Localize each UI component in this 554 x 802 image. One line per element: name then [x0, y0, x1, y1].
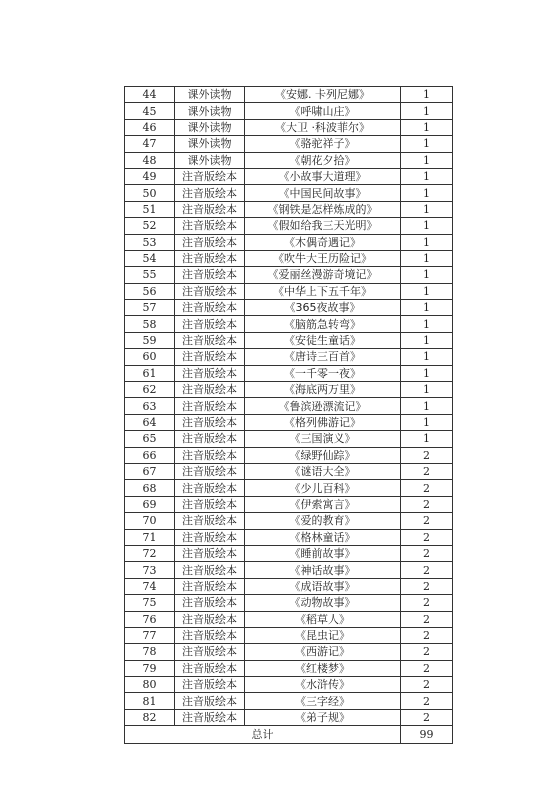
table-row — [125, 709, 453, 725]
quantity-cell: 1 — [401, 119, 453, 135]
row-number-cell: 63 — [125, 398, 175, 414]
row-number-cell: 60 — [125, 349, 175, 365]
category-cell: 注音版绘本 — [175, 693, 245, 709]
category-cell: 注音版绘本 — [175, 398, 245, 414]
title-cell: 《爱的教育》 — [245, 513, 401, 529]
quantity-cell: 2 — [401, 529, 453, 545]
category-cell: 注音版绘本 — [175, 382, 245, 398]
row-number-cell: 71 — [125, 529, 175, 545]
quantity-cell: 2 — [401, 660, 453, 676]
title-cell: 《爱丽丝漫游奇境记》 — [245, 267, 401, 283]
table-row — [125, 627, 453, 643]
total-label: 总计 — [125, 726, 401, 744]
row-number-cell: 48 — [125, 152, 175, 168]
title-cell: 《格林童话》 — [245, 529, 401, 545]
table-row — [125, 480, 453, 496]
row-number-cell: 47 — [125, 136, 175, 152]
table-row — [125, 447, 453, 463]
row-number-cell: 54 — [125, 250, 175, 266]
quantity-cell: 2 — [401, 595, 453, 611]
table-row — [125, 693, 453, 709]
quantity-cell: 2 — [401, 611, 453, 627]
category-cell: 注音版绘本 — [175, 562, 245, 578]
quantity-cell: 1 — [401, 414, 453, 430]
table-row — [125, 414, 453, 430]
title-cell: 《中国民间故事》 — [245, 185, 401, 201]
table-row — [125, 562, 453, 578]
quantity-cell: 1 — [401, 234, 453, 250]
category-cell: 课外读物 — [175, 87, 245, 103]
row-number-cell: 52 — [125, 218, 175, 234]
row-number-cell: 50 — [125, 185, 175, 201]
title-cell: 《红楼梦》 — [245, 660, 401, 676]
quantity-cell: 1 — [401, 365, 453, 381]
table-row — [125, 250, 453, 266]
row-number-cell: 58 — [125, 316, 175, 332]
table-row — [125, 349, 453, 365]
category-cell: 注音版绘本 — [175, 431, 245, 447]
quantity-cell: 1 — [401, 168, 453, 184]
row-number-cell: 65 — [125, 431, 175, 447]
row-number-cell: 79 — [125, 660, 175, 676]
category-cell: 注音版绘本 — [175, 660, 245, 676]
title-cell: 《鲁滨逊漂流记》 — [245, 398, 401, 414]
row-number-cell: 74 — [125, 578, 175, 594]
category-cell: 课外读物 — [175, 119, 245, 135]
quantity-cell: 2 — [401, 693, 453, 709]
row-number-cell: 61 — [125, 365, 175, 381]
title-cell: 《钢铁是怎样炼成的》 — [245, 201, 401, 217]
quantity-cell: 2 — [401, 562, 453, 578]
quantity-cell: 1 — [401, 250, 453, 266]
category-cell: 注音版绘本 — [175, 480, 245, 496]
category-cell: 注音版绘本 — [175, 218, 245, 234]
title-cell: 《伊索寓言》 — [245, 496, 401, 512]
table-row — [125, 644, 453, 660]
title-cell: 《绿野仙踪》 — [245, 447, 401, 463]
title-cell: 《365夜故事》 — [245, 300, 401, 316]
table-row — [125, 136, 453, 152]
table-row — [125, 595, 453, 611]
table-row — [125, 365, 453, 381]
category-cell: 注音版绘本 — [175, 365, 245, 381]
quantity-cell: 1 — [401, 103, 453, 119]
title-cell: 《中华上下五千年》 — [245, 283, 401, 299]
quantity-cell: 2 — [401, 496, 453, 512]
title-cell: 《呼啸山庄》 — [245, 103, 401, 119]
table-row — [125, 267, 453, 283]
category-cell: 注音版绘本 — [175, 201, 245, 217]
quantity-cell: 2 — [401, 644, 453, 660]
table-row — [125, 398, 453, 414]
table-row — [125, 578, 453, 594]
row-number-cell: 49 — [125, 168, 175, 184]
title-cell: 《稻草人》 — [245, 611, 401, 627]
title-cell: 《少儿百科》 — [245, 480, 401, 496]
quantity-cell: 2 — [401, 709, 453, 725]
table-row — [125, 300, 453, 316]
title-cell: 《西游记》 — [245, 644, 401, 660]
title-cell: 《唐诗三百首》 — [245, 349, 401, 365]
row-number-cell: 76 — [125, 611, 175, 627]
quantity-cell: 2 — [401, 447, 453, 463]
row-number-cell: 46 — [125, 119, 175, 135]
total-value: 99 — [401, 726, 453, 744]
table-row — [125, 283, 453, 299]
category-cell: 注音版绘本 — [175, 316, 245, 332]
quantity-cell: 1 — [401, 300, 453, 316]
title-cell: 《安娜. 卡列尼娜》 — [245, 87, 401, 103]
table-row — [125, 103, 453, 119]
category-cell: 注音版绘本 — [175, 611, 245, 627]
table-row — [125, 496, 453, 512]
category-cell: 课外读物 — [175, 103, 245, 119]
row-number-cell: 64 — [125, 414, 175, 430]
table-row — [125, 545, 453, 561]
table-row — [125, 529, 453, 545]
row-number-cell: 69 — [125, 496, 175, 512]
quantity-cell: 1 — [401, 267, 453, 283]
row-number-cell: 53 — [125, 234, 175, 250]
title-cell: 《三国演义》 — [245, 431, 401, 447]
row-number-cell: 80 — [125, 677, 175, 693]
quantity-cell: 1 — [401, 185, 453, 201]
table-row — [125, 382, 453, 398]
title-cell: 《水浒传》 — [245, 677, 401, 693]
table-row — [125, 201, 453, 217]
row-number-cell: 59 — [125, 332, 175, 348]
title-cell: 《海底两万里》 — [245, 382, 401, 398]
category-cell: 注音版绘本 — [175, 677, 245, 693]
quantity-cell: 2 — [401, 545, 453, 561]
quantity-cell: 1 — [401, 87, 453, 103]
row-number-cell: 44 — [125, 87, 175, 103]
quantity-cell: 1 — [401, 316, 453, 332]
table-row — [125, 431, 453, 447]
category-cell: 注音版绘本 — [175, 185, 245, 201]
row-number-cell: 45 — [125, 103, 175, 119]
title-cell: 《骆驼祥子》 — [245, 136, 401, 152]
category-cell: 注音版绘本 — [175, 300, 245, 316]
row-number-cell: 78 — [125, 644, 175, 660]
title-cell: 《小故事大道理》 — [245, 168, 401, 184]
category-cell: 课外读物 — [175, 152, 245, 168]
quantity-cell: 2 — [401, 627, 453, 643]
quantity-cell: 1 — [401, 431, 453, 447]
title-cell: 《成语故事》 — [245, 578, 401, 594]
category-cell: 注音版绘本 — [175, 529, 245, 545]
category-cell: 注音版绘本 — [175, 709, 245, 725]
category-cell: 注音版绘本 — [175, 283, 245, 299]
title-cell: 《一千零一夜》 — [245, 365, 401, 381]
category-cell: 注音版绘本 — [175, 463, 245, 479]
row-number-cell: 51 — [125, 201, 175, 217]
row-number-cell: 68 — [125, 480, 175, 496]
quantity-cell: 2 — [401, 578, 453, 594]
row-number-cell: 62 — [125, 382, 175, 398]
title-cell: 《格列佛游记》 — [245, 414, 401, 430]
table-row — [125, 660, 453, 676]
table-row — [125, 152, 453, 168]
quantity-cell: 1 — [401, 152, 453, 168]
title-cell: 《安徒生童话》 — [245, 332, 401, 348]
table-row — [125, 513, 453, 529]
title-cell: 《三字经》 — [245, 693, 401, 709]
book-list-table — [124, 86, 453, 744]
quantity-cell: 2 — [401, 677, 453, 693]
quantity-cell: 1 — [401, 218, 453, 234]
category-cell: 注音版绘本 — [175, 168, 245, 184]
category-cell: 课外读物 — [175, 136, 245, 152]
quantity-cell: 1 — [401, 136, 453, 152]
title-cell: 《昆虫记》 — [245, 627, 401, 643]
title-cell: 《木偶奇遇记》 — [245, 234, 401, 250]
title-cell: 《睡前故事》 — [245, 545, 401, 561]
category-cell: 注音版绘本 — [175, 267, 245, 283]
quantity-cell: 1 — [401, 201, 453, 217]
row-number-cell: 72 — [125, 545, 175, 561]
category-cell: 注音版绘本 — [175, 447, 245, 463]
category-cell: 注音版绘本 — [175, 644, 245, 660]
row-number-cell: 66 — [125, 447, 175, 463]
row-number-cell: 70 — [125, 513, 175, 529]
row-number-cell: 56 — [125, 283, 175, 299]
row-number-cell: 77 — [125, 627, 175, 643]
quantity-cell: 1 — [401, 349, 453, 365]
title-cell: 《脑筋急转弯》 — [245, 316, 401, 332]
title-cell: 《假如给我三天光明》 — [245, 218, 401, 234]
quantity-cell: 2 — [401, 463, 453, 479]
title-cell: 《神话故事》 — [245, 562, 401, 578]
table-row — [125, 168, 453, 184]
total-row — [125, 726, 453, 744]
title-cell: 《大卫 ·科波菲尔》 — [245, 119, 401, 135]
row-number-cell: 75 — [125, 595, 175, 611]
table-row — [125, 611, 453, 627]
category-cell: 注音版绘本 — [175, 496, 245, 512]
table-row — [125, 218, 453, 234]
table-row — [125, 87, 453, 103]
row-number-cell: 55 — [125, 267, 175, 283]
category-cell: 注音版绘本 — [175, 234, 245, 250]
row-number-cell: 82 — [125, 709, 175, 725]
category-cell: 注音版绘本 — [175, 595, 245, 611]
table-row — [125, 119, 453, 135]
category-cell: 注音版绘本 — [175, 578, 245, 594]
quantity-cell: 1 — [401, 398, 453, 414]
table-row — [125, 234, 453, 250]
table-row — [125, 332, 453, 348]
category-cell: 注音版绘本 — [175, 250, 245, 266]
title-cell: 《谜语大全》 — [245, 463, 401, 479]
title-cell: 《朝花夕拾》 — [245, 152, 401, 168]
category-cell: 注音版绘本 — [175, 332, 245, 348]
table-row — [125, 677, 453, 693]
quantity-cell: 1 — [401, 382, 453, 398]
row-number-cell: 73 — [125, 562, 175, 578]
row-number-cell: 57 — [125, 300, 175, 316]
quantity-cell: 1 — [401, 283, 453, 299]
category-cell: 注音版绘本 — [175, 349, 245, 365]
category-cell: 注音版绘本 — [175, 627, 245, 643]
row-number-cell: 81 — [125, 693, 175, 709]
title-cell: 《吹牛大王历险记》 — [245, 250, 401, 266]
category-cell: 注音版绘本 — [175, 545, 245, 561]
quantity-cell: 1 — [401, 332, 453, 348]
table-row — [125, 463, 453, 479]
table-row — [125, 185, 453, 201]
quantity-cell: 2 — [401, 480, 453, 496]
row-number-cell: 67 — [125, 463, 175, 479]
title-cell: 《动物故事》 — [245, 595, 401, 611]
quantity-cell: 2 — [401, 513, 453, 529]
table-row — [125, 316, 453, 332]
category-cell: 注音版绘本 — [175, 414, 245, 430]
title-cell: 《弟子规》 — [245, 709, 401, 725]
table-body — [125, 87, 453, 726]
category-cell: 注音版绘本 — [175, 513, 245, 529]
